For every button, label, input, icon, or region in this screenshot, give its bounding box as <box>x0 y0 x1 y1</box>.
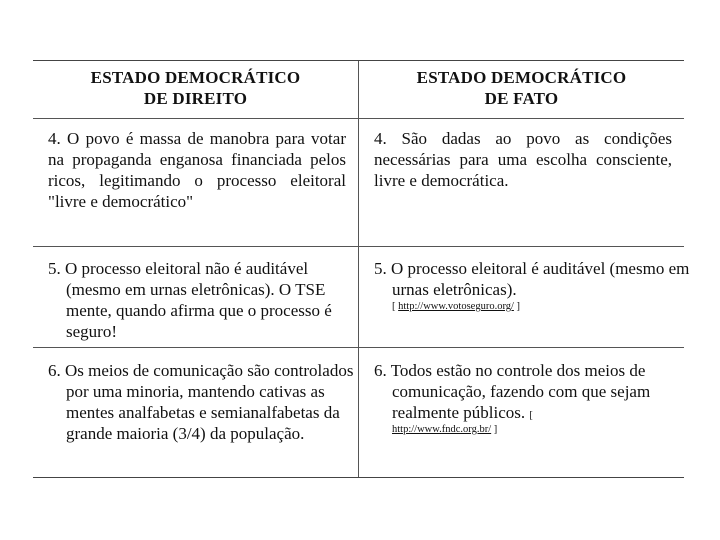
header-estado-de-fato <box>359 67 684 109</box>
row5-right-cell <box>374 258 690 313</box>
header-left-line2: DE DIREITO <box>143 89 248 108</box>
ref-bracket-close: ] <box>516 301 521 312</box>
header-right-line1: ESTADO DEMOCRÁTICO <box>416 68 627 87</box>
row6-right-text: 6. Todos estão no controle dos meios de comunicação, fazendo com que sejam realmente públicos. <box>374 361 651 422</box>
header-divider <box>33 118 684 119</box>
row6-reference <box>392 423 690 436</box>
header-estado-de-direito <box>33 67 358 109</box>
row-divider-1 <box>33 246 684 247</box>
row-divider-2 <box>33 347 684 348</box>
row6-left-text: 6. Os meios de comunicação são controlados por uma minoria, mantendo cativas as mentes analfabetas e semianalfabetas da grande maioria (3/4) da população. <box>48 361 354 443</box>
row5-reference <box>392 300 690 313</box>
header-left-line1: ESTADO DEMOCRÁTICO <box>90 68 301 87</box>
ref-bracket-open: [ <box>392 301 396 312</box>
row4-right-text: 4. São dadas ao povo as condições necessárias para uma escolha consciente, livre e democrática. <box>374 129 672 190</box>
row4-left-text: 4. O povo é massa de manobra para votar na propaganda enganosa financiada pelos ricos, legitimando o processo eleitoral "livre e democrático" <box>48 129 346 211</box>
row6-right-cell <box>374 360 690 436</box>
ref-bracket-open: [ <box>529 410 533 421</box>
votoseguro-link[interactable]: http://www.votoseguro.org/ <box>398 301 514 312</box>
fndc-link[interactable]: http://www.fndc.org.br/ <box>392 424 492 435</box>
ref-bracket-close: ] <box>493 424 498 435</box>
row5-right-text: 5. O processo eleitoral é auditável (mesmo em urnas eletrônicas). <box>374 259 690 299</box>
comparison-table <box>33 60 690 478</box>
row5-left-text: 5. O processo eleitoral não é auditável (mesmo em urnas eletrônicas). O TSE mente, quando afirma que o processo é seguro! <box>48 259 332 341</box>
header-right-line2: DE FATO <box>484 89 559 108</box>
